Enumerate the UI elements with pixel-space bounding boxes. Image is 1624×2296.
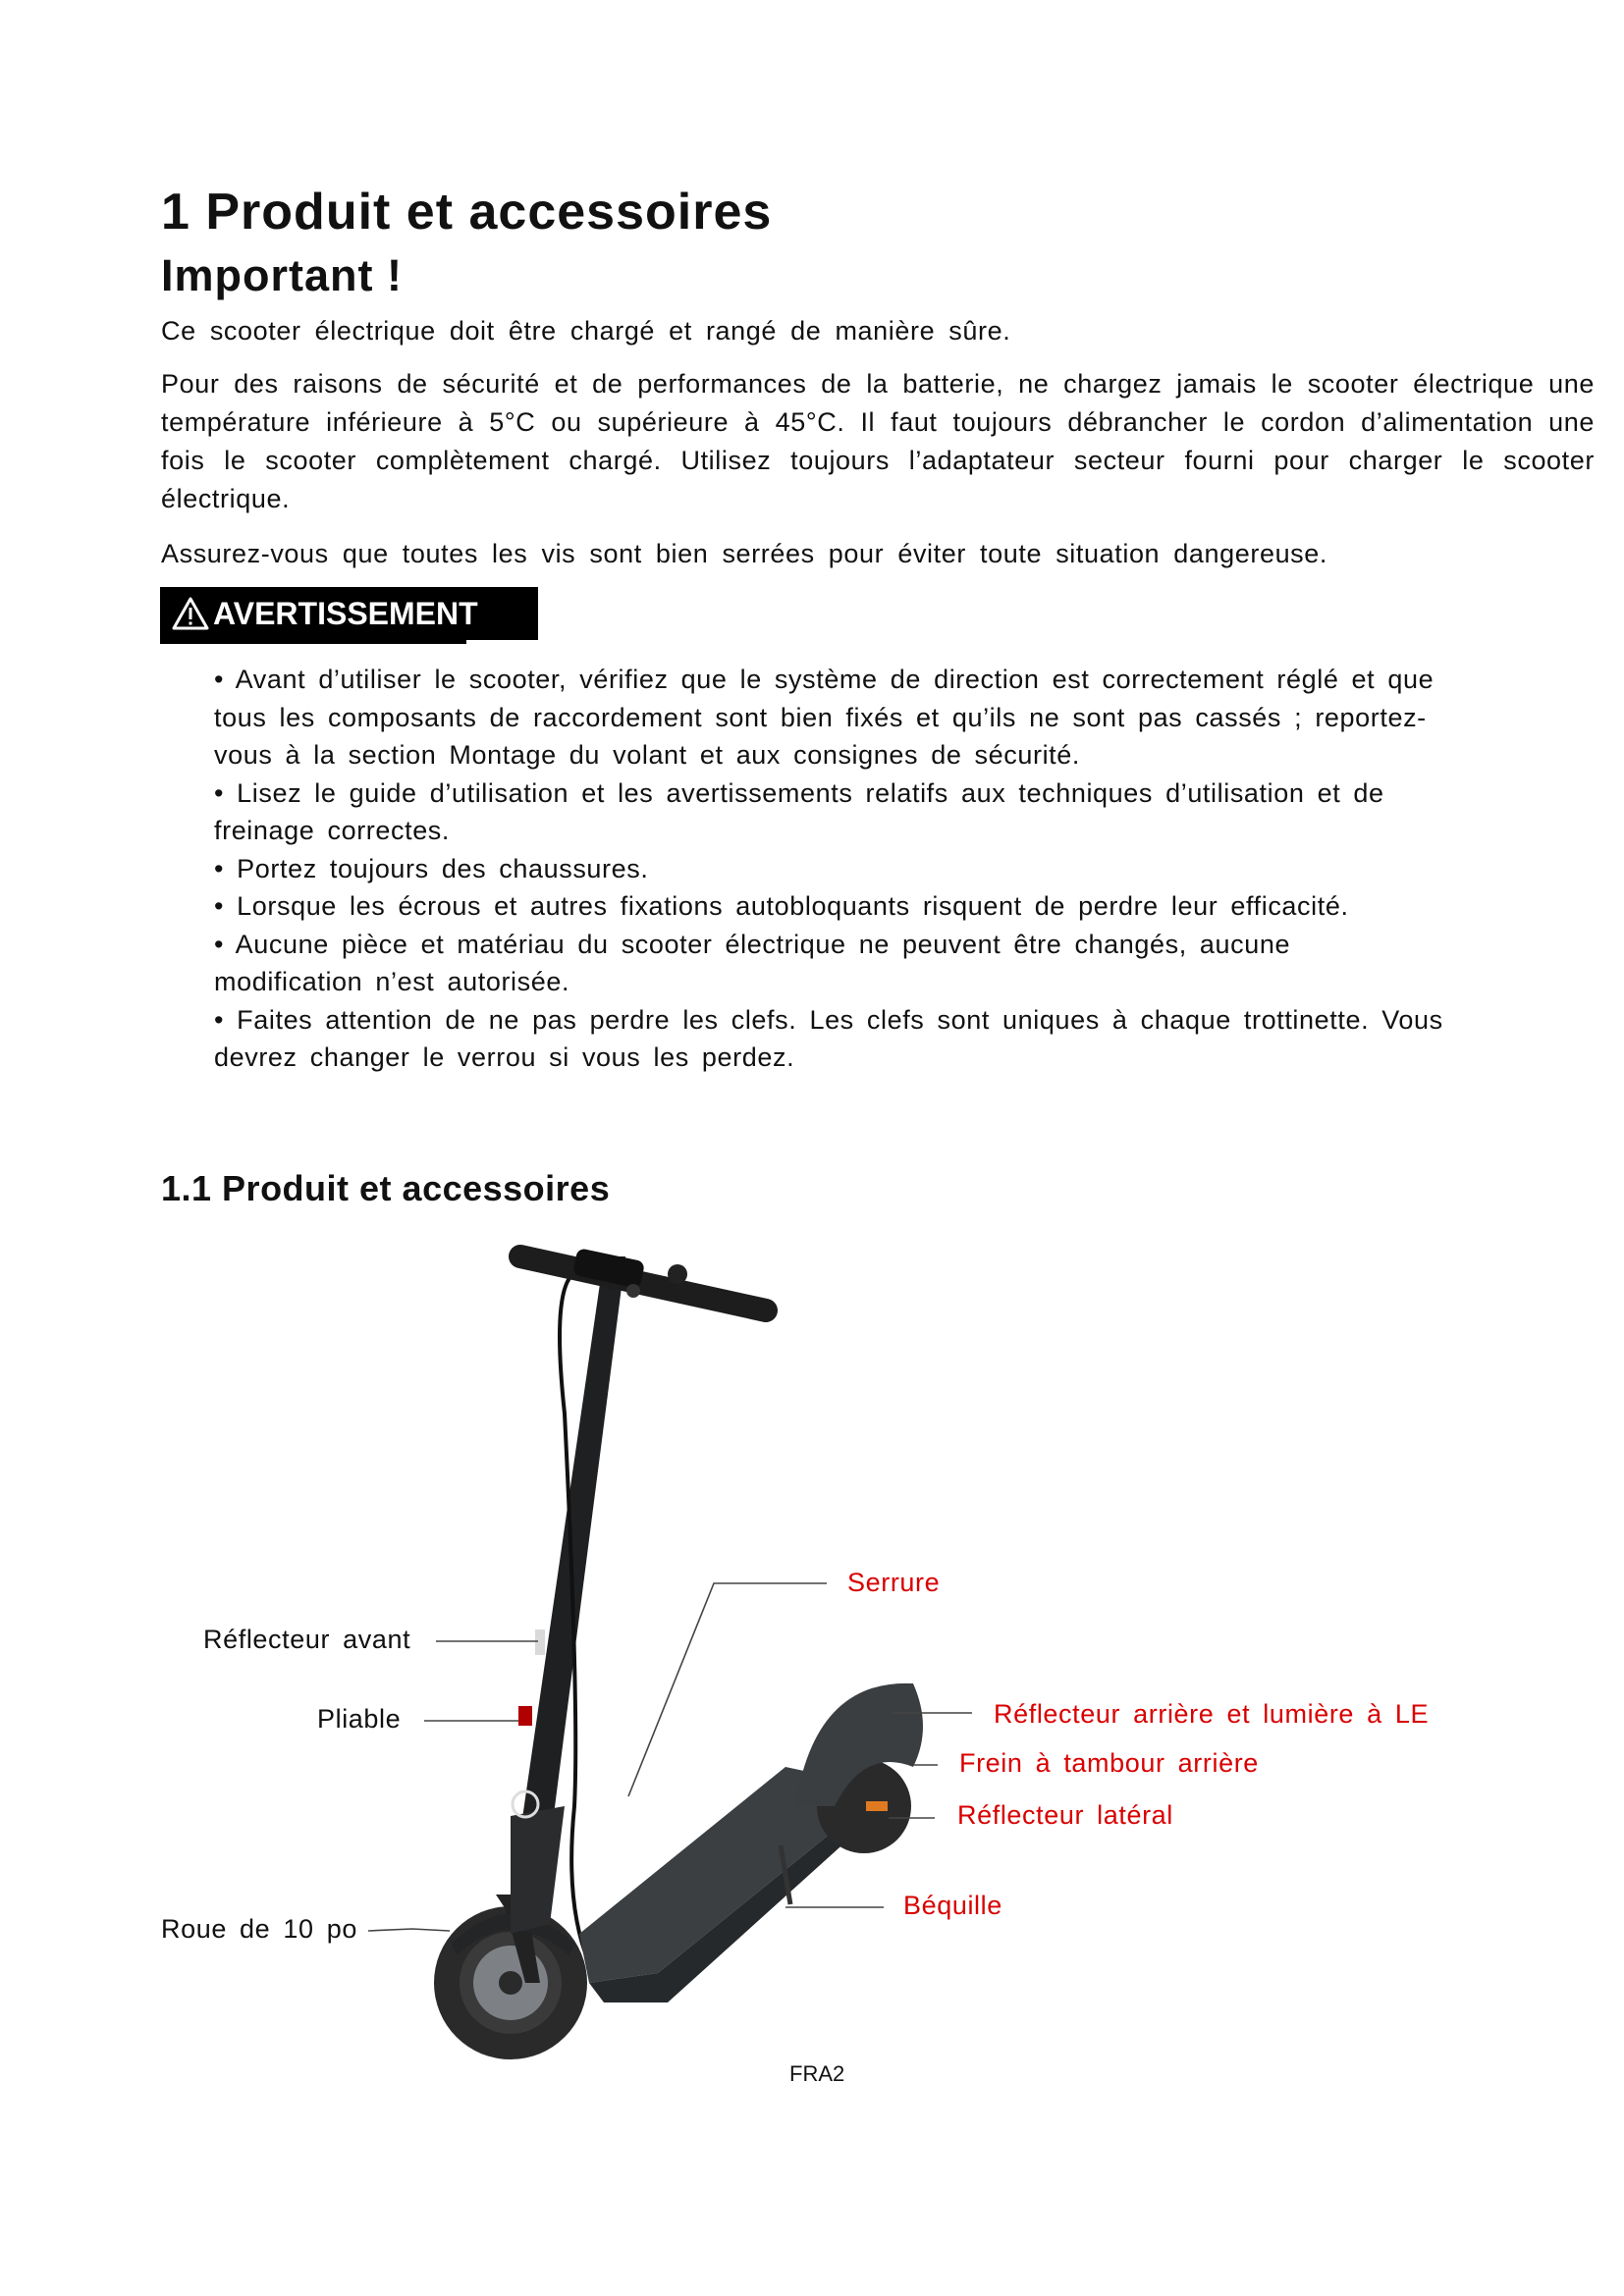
label-roue: Roue de 10 po bbox=[161, 1914, 357, 1944]
label-serrure: Serrure bbox=[847, 1568, 941, 1597]
list-item: • Avant d’utiliser le scooter, vérifiez que le système de direction est correctement réglé et que tous les composants de raccordement sont bien fixés et qu’ils ne sont pas cassés ; reportez-vous à la section Montage du volant et aux consignes de sécurité. bbox=[214, 665, 1435, 770]
list-item: • Portez toujours des chaussures. bbox=[214, 853, 649, 883]
label-bequille: Béquille bbox=[903, 1891, 1002, 1920]
list-item: • Faites attention de ne pas perdre les clefs. Les clefs sont uniques à chaque trottinette. Vous devrez changer le verrou si vous les perdez. bbox=[214, 1004, 1443, 1072]
label-pliable: Pliable bbox=[317, 1704, 402, 1734]
list-item: • Lisez le guide d’utilisation et les avertissements relatifs aux techniques d’utilisation et de freinage correctes. bbox=[214, 777, 1384, 845]
paragraph-screws: Assurez-vous que toutes les vis sont bien serrées pour éviter toute situation dangereuse. bbox=[161, 539, 1327, 568]
label-reflecteur-avant: Réflecteur avant bbox=[203, 1625, 411, 1654]
label-reflecteur-lateral: Réflecteur latéral bbox=[957, 1800, 1173, 1830]
important-heading: Important ! bbox=[161, 250, 403, 300]
warning-list bbox=[214, 661, 1451, 1077]
page-number: FRA2 bbox=[789, 2061, 845, 2086]
paragraph-charging: Pour des raisons de sécurité et de performances de la batterie, ne chargez jamais le scooter électrique une température inférieure à 5°C ou supérieure à 45°C. Il faut toujours débrancher le cordon d’alimentation une fois le scooter complètement chargé. Utilisez toujours l’adaptateur secteur fourni pour charger le scooter électrique. bbox=[161, 369, 1595, 513]
warning-triangle-icon bbox=[172, 597, 209, 630]
list-item: • Lorsque les écrous et autres fixations autobloquants risquent de perdre leur efficacité. bbox=[214, 891, 1349, 921]
warning-banner bbox=[160, 587, 538, 640]
warning-underline bbox=[160, 640, 466, 644]
scooter-illustration bbox=[434, 1248, 923, 2059]
label-frein: Frein à tambour arrière bbox=[959, 1748, 1259, 1778]
subsection-title: 1.1 Produit et accessoires bbox=[161, 1168, 611, 1208]
label-reflecteur-arriere: Réflecteur arrière et lumière à LE bbox=[994, 1699, 1430, 1729]
list-item: • Aucune pièce et matériau du scooter électrique ne peuvent être changés, aucune modification n’est autorisée. bbox=[214, 929, 1291, 996]
paragraph-storage: Ce scooter électrique doit être chargé et rangé de manière sûre. bbox=[161, 316, 1011, 346]
section-title: 1 Produit et accessoires bbox=[161, 184, 773, 240]
warning-label: AVERTISSEMENT bbox=[213, 595, 478, 631]
